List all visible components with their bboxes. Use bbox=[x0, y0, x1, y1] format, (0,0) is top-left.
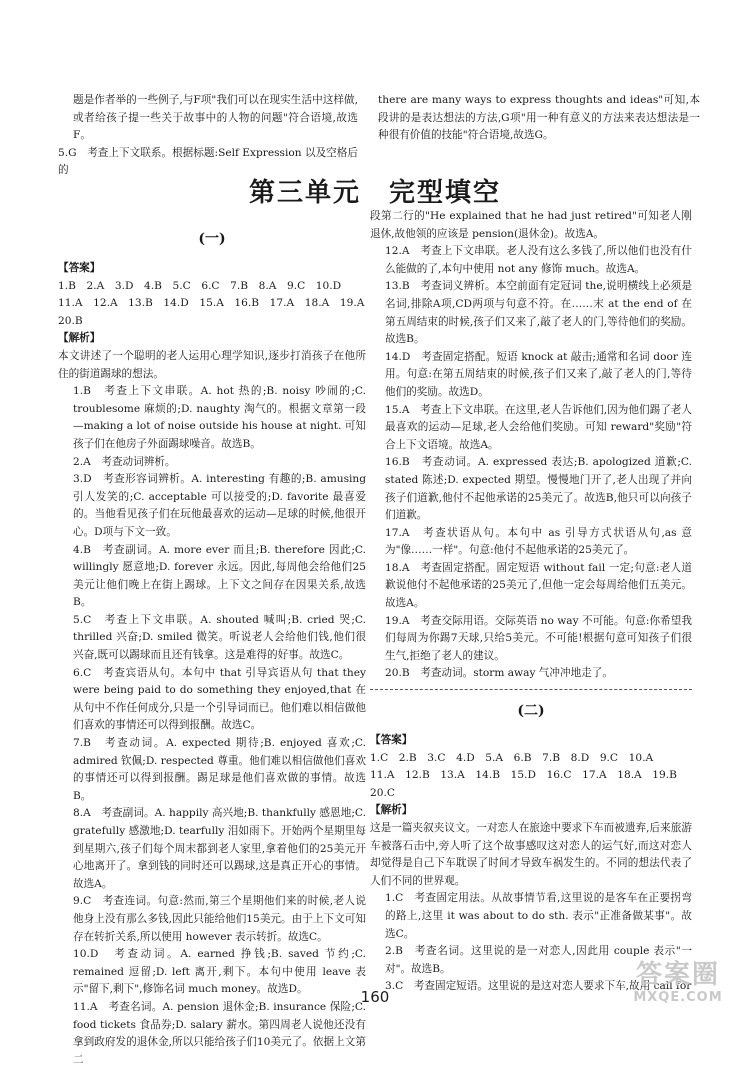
analysis-item: 4.B 考查副词。A. more ever 而且;B. therefore 因此;C. willingly 愿意地;D. forever 永远。因此,每周他会给他们25美元让他们晚上在街上踢球。上下文之间存在因果关系,故选B。 bbox=[73, 543, 366, 609]
analysis-items bbox=[58, 383, 366, 1069]
analysis-item: 16.B 考查动词。A. expressed 表达;B. apologized 道歉;C. stated 陈述;D. expected 期望。慢慢地门开了,老人出现了并向孩子们道歉,他付不起他承诺的25美元了。故选B,他只可以向孩子们道歉。 bbox=[385, 456, 692, 522]
page-number: 160 bbox=[360, 988, 390, 1006]
answer-row: 20.B bbox=[58, 314, 83, 327]
analysis-item: 1.B 考查上下文串联。A. hot 热的;B. noisy 吵闹的;C. troublesome 麻烦的;D. naughty 淘气的。根据文章第一段—making a lot of noise outside his house at night. 可知孩子们在他房子外面踢球噪音。故选B。 bbox=[73, 385, 366, 450]
watermark-text: 答案圈 bbox=[635, 960, 720, 990]
analysis-item: 13.B 考查词义辨析。本空前面有定冠词 the,说明横线上必须是名词,排除A项,CD两项与句意不符。在……末 at the end of 在第五周结束的时候,孩子们又来了,敲了老人的门,等待他们的奖励。故选B。 bbox=[385, 280, 692, 346]
analysis-item: 3.D 考查形容词辨析。A. interesting 有趣的;B. amusing 引人发笑的;C. acceptable 可以接受的;D. favorite 最喜爱的。当他看见孩子们在玩他最喜欢的运动—足球的时候,他很开心。D项与下文一致。 bbox=[73, 473, 366, 538]
section-title: (二) bbox=[517, 703, 545, 720]
analysis-item: 2.A 考查动词辨析。 bbox=[73, 455, 176, 468]
answer-row: 11.A 12.A 13.B 14.D 15.A 16.B 17.A 18.A 19.A bbox=[58, 297, 365, 310]
previous-section-continuation-right bbox=[378, 92, 700, 145]
analysis-item: 11.A 考查名词。A. pension 退休金;B. insurance 保险;C. food tickets 食品券;D. salary 薪水。第四周老人说他还没有拿到政府发的退休金,所以只能给孩子们10美元了。依据上文第二 bbox=[73, 1000, 366, 1066]
analysis-item: 3.C 考查固定短语。这里说的是这对恋人要求下车,故用 call for bbox=[385, 980, 692, 993]
analysis-label: 【解析】 bbox=[370, 804, 413, 817]
analysis-item: 10.D 考查动词。A. earned 挣钱;B. saved 节约;C. remained 逗留;D. left 离开,剩下。本句中使用 leave 表示"留下,剩下",修饰名词 much money。故选D。 bbox=[73, 948, 366, 996]
analysis-item: 20.B 考查动词。storm away 气冲冲地走了。 bbox=[385, 667, 613, 680]
analysis-item: 12.A 考查上下文串联。老人没有这么多钱了,所以他们也没有什么能做的了,本句中使用 not any 修饰 much。故选A。 bbox=[385, 245, 692, 275]
paragraph: 5.G 考查上下文联系。根据标题:Self Expression 以及空格后的 bbox=[58, 146, 358, 177]
analysis-item: 17.A 考查状语从句。本句中 as 引导方式状语从句,as 意为"像……一样"。句意:他付不起他承诺的25美元了。 bbox=[385, 526, 692, 557]
answer-row: 1.B 2.A 3.D 4.B 5.C 6.C 7.B 8.A 9.C 10.D bbox=[58, 279, 342, 292]
analysis-label: 【解析】 bbox=[58, 332, 101, 345]
watermark-logo bbox=[612, 960, 744, 1016]
analysis-item: 5.C 考查上下文串联。A. shouted 喊叫;B. cried 哭;C. thrilled 兴奋;D. smiled 微笑。听说老人会给他们钱,他们很兴奋,既可以踢球而且还有钱拿。这是难得的好事。故选C。 bbox=[73, 613, 366, 662]
answer-row: 11.A 12.B 13.A 14.B 15.D 16.C 17.A 18.A 19.B bbox=[370, 769, 677, 782]
analysis-item: 段第二行的"He explained that he had just retired"可知老人刚退休,故他领的应该是 pension(退休金)。故选A。 bbox=[370, 210, 692, 240]
right-column bbox=[370, 208, 692, 996]
answer-label: 【答案】 bbox=[58, 262, 101, 274]
left-column bbox=[58, 218, 366, 1069]
analysis-item: 14.D 考查固定搭配。短语 knock at 敲击;通常和名词 door 连用。句意:在第五周结束的时候,孩子们又来了,敲了老人的门,等待他们的奖励。故选D。 bbox=[385, 350, 692, 398]
previous-section-continuation-left bbox=[58, 92, 358, 180]
analysis-item: 9.C 考查连词。句意:然而,第三个星期他们来的时候,老人说他身上没有那么多钱,因此只能给他们15美元。由于上下文可知存在转折关系,所以使用 however 表示转折。故选C。 bbox=[73, 895, 366, 943]
answer-label: 【答案】 bbox=[370, 734, 413, 747]
answer-row: 20.C bbox=[370, 786, 395, 799]
analysis-item: 8.A 考查副词。A. happily 高兴地;B. thankfully 感恩地;C. gratefully 感激地;D. tearfully 泪如雨下。开始两个星期里每到星期六,孩子们每个周末都到老人家里,拿着他们的25美元开心地离开了。拿到钱的同时还可以踢球,这是真正开心的事情。故选A。 bbox=[73, 807, 366, 890]
analysis-item: 18.A 考查固定搭配。固定短语 without fail 一定;句意:老人道歉说他付不起他承诺的25美元了,但他一定会每周给他们五美元。故选A。 bbox=[385, 561, 692, 610]
analysis-intro: 本文讲述了一个聪明的老人运用心理学知识,逐步打消孩子在他所住的街道踢球的想法。 bbox=[58, 349, 366, 380]
analysis-item: 19.A 考查交际用语。交际英语 no way 不可能。句意:你希望我们每周为你踢7天球,只给5美元。不可能!根据句意可知孩子们很生气,拒绝了老人的建议。 bbox=[385, 614, 692, 662]
section-divider bbox=[370, 689, 692, 690]
section-title: (一) bbox=[198, 231, 226, 247]
analysis-items bbox=[370, 208, 692, 683]
analysis-item: 15.A 考查上下文串联。在这里,老人告诉他们,因为他们踢了老人最喜欢的运动—足球,老人会给他们奖励。可知 reward"奖励"符合上下文语境。故选A。 bbox=[385, 403, 692, 451]
analysis-item: 6.C 考查宾语从句。本句中 that 引导宾语从句 that they were being paid to do something they enjoyed,that 在从句中不作任何成分,只是一个引导词而已。他们难以相信做他们喜欢的事情还可以得到报酬。故选C。 bbox=[73, 666, 366, 732]
analysis-intro: 这是一篇夹叙夹议文。一对恋人在旅途中要求下车而被遗弃,后来旅游车被落石击中,旁人听了这个故事感叹这对恋人的运气好,而这对恋人却觉得是自己下车耽误了时间才导致车祸发生的。不同的想法代表了人们不同的世界观。 bbox=[370, 822, 692, 887]
analysis-item: 1.C 考查固定用法。从故事情节看,这里说的是客车在正要拐弯的路上,这里 it was about to do sth. 表示"正准备做某事"。故选C。 bbox=[385, 892, 692, 940]
unit-title: 第三单元 完型填空 bbox=[248, 178, 501, 208]
paragraph: 题是作者举的一些例子,与F项"我们可以在现实生活中这样做,或者给孩子提一些关于故事中的人物的问题"符合语境,故选F。 bbox=[73, 94, 358, 142]
paragraph: there are many ways to express thoughts and ideas"可知,本段讲的是表达想法的方法,G项"用一种有意义的方法来表达想法是一种很有价值的技能"符合语境,故选G。 bbox=[378, 94, 700, 142]
analysis-item: 2.B 考查名词。这里说的是一对恋人,因此用 couple 表示"一对"。故选B。 bbox=[385, 945, 692, 975]
watermark-url: MXQE.COM bbox=[633, 990, 723, 1005]
answer-row: 1.C 2.B 3.C 4.D 5.A 6.B 7.B 8.D 9.C 10.A bbox=[370, 751, 654, 764]
analysis-item: 7.B 考查动词。A. expected 期待;B. enjoyed 喜欢;C. admired 钦佩;D. respected 尊重。他们难以相信做他们喜欢的事情还可以得到报酬。踢足球是他们喜欢做的事情。故选B。 bbox=[73, 737, 366, 802]
